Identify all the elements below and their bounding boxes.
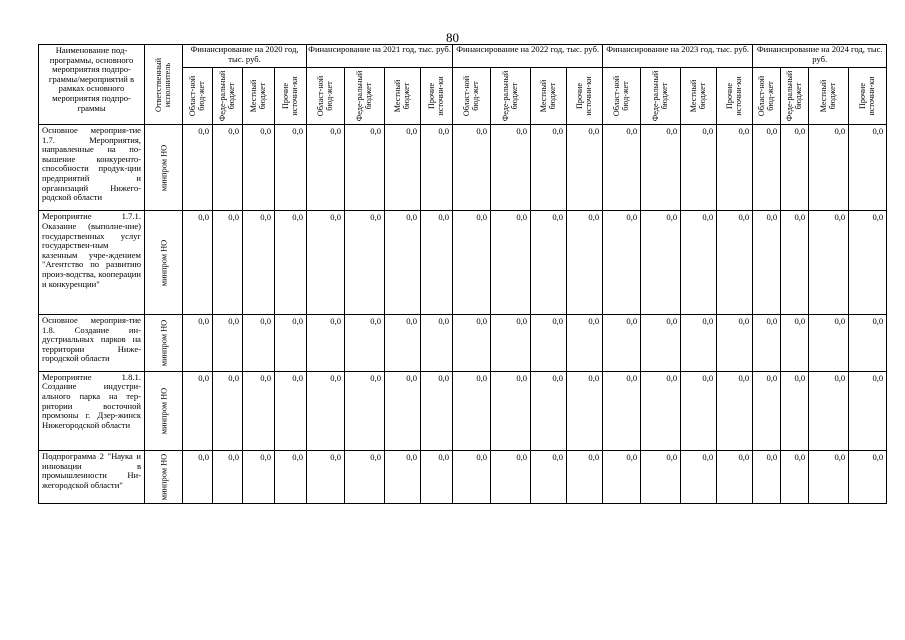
value-cell: 0,0: [183, 315, 213, 372]
value-cell: 0,0: [345, 125, 385, 211]
value-cell: 0,0: [781, 451, 809, 504]
value-cell: 0,0: [531, 211, 567, 315]
value-cell: 0,0: [421, 451, 453, 504]
value-cell: 0,0: [213, 371, 243, 450]
table-row: [39, 451, 887, 504]
value-cell: 0,0: [681, 211, 717, 315]
column-header-label: Област-ной бюд-жет: [756, 75, 775, 117]
column-header-label: Местный бюджет: [248, 79, 267, 113]
value-cell: 0,0: [453, 125, 491, 211]
value-cell: 0,0: [243, 315, 275, 372]
row-responsible: [145, 451, 183, 504]
column-header-label: Област-ной бюд-жет: [315, 75, 334, 117]
value-cell: 0,0: [567, 315, 603, 372]
column-header-federal-budget: [491, 68, 531, 125]
value-cell: 0,0: [275, 125, 307, 211]
value-cell: 0,0: [809, 211, 849, 315]
value-cell: 0,0: [491, 451, 531, 504]
value-cell: 0,0: [491, 315, 531, 372]
value-cell: 0,0: [717, 315, 753, 372]
value-cell: 0,0: [717, 211, 753, 315]
column-header-label: Местный бюджет: [392, 79, 411, 113]
value-cell: 0,0: [641, 371, 681, 450]
value-cell: 0,0: [213, 125, 243, 211]
value-cell: 0,0: [603, 211, 641, 315]
column-header-label: Феде-ральный бюджет: [354, 70, 373, 122]
column-header-label: Прочие источни-ки: [280, 76, 299, 116]
value-cell: 0,0: [849, 315, 887, 372]
value-cell: 0,0: [243, 211, 275, 315]
value-cell: 0,0: [243, 125, 275, 211]
value-cell: 0,0: [753, 315, 781, 372]
column-header-label: Местный бюджет: [688, 79, 707, 113]
value-cell: 0,0: [275, 451, 307, 504]
value-cell: 0,0: [491, 125, 531, 211]
column-header-name: Наименование под-программы, основного мероприятия подпро-граммы/мероприятий в рамках основного мероприятия подпро-граммы: [39, 45, 145, 125]
value-cell: 0,0: [275, 315, 307, 372]
value-cell: 0,0: [641, 315, 681, 372]
responsible-label: минпром НО: [159, 144, 168, 191]
value-cell: 0,0: [753, 371, 781, 450]
value-cell: 0,0: [453, 315, 491, 372]
value-cell: 0,0: [307, 315, 345, 372]
column-header-label: Местный бюджет: [538, 79, 557, 113]
value-cell: 0,0: [567, 371, 603, 450]
value-cell: 0,0: [603, 451, 641, 504]
value-cell: 0,0: [183, 371, 213, 450]
column-header-label: Прочие источни-ки: [857, 76, 876, 116]
table-row: [39, 315, 887, 372]
column-header-other-sources: [421, 68, 453, 125]
value-cell: 0,0: [421, 211, 453, 315]
value-cell: 0,0: [809, 451, 849, 504]
value-cell: 0,0: [345, 451, 385, 504]
value-cell: 0,0: [753, 451, 781, 504]
responsible-label: минпром НО: [159, 453, 168, 501]
value-cell: 0,0: [421, 371, 453, 450]
page-number: 80: [446, 30, 459, 45]
year-header-2020: Финансирование на 2020 год, тыс. руб.: [183, 45, 307, 68]
column-header-label: Феде-ральный бюджет: [650, 70, 669, 122]
column-header-label: Област-ной бюд-жет: [461, 75, 480, 117]
column-header-label: Феде-ральный бюджет: [784, 70, 803, 122]
column-header-label: Феде-ральный бюджет: [217, 70, 236, 122]
value-cell: 0,0: [809, 371, 849, 450]
column-header-label: Област-ной бюд-жет: [187, 75, 206, 117]
column-header-local-budget: [809, 68, 849, 125]
value-cell: 0,0: [781, 211, 809, 315]
value-cell: 0,0: [345, 315, 385, 372]
value-cell: 0,0: [421, 315, 453, 372]
value-cell: 0,0: [453, 451, 491, 504]
row-responsible: [145, 211, 183, 315]
value-cell: 0,0: [275, 211, 307, 315]
column-header-federal-budget: [345, 68, 385, 125]
responsible-header-label: Ответственный исполнитель: [153, 57, 172, 112]
financing-table: [38, 44, 887, 504]
value-cell: 0,0: [603, 371, 641, 450]
column-header-responsible: [145, 45, 183, 125]
value-cell: 0,0: [213, 451, 243, 504]
column-header-federal-budget: [781, 68, 809, 125]
value-cell: 0,0: [213, 211, 243, 315]
responsible-label: минпром НО: [159, 319, 168, 367]
column-header-regional-budget: [183, 68, 213, 125]
value-cell: 0,0: [183, 451, 213, 504]
value-cell: 0,0: [781, 371, 809, 450]
value-cell: 0,0: [603, 315, 641, 372]
value-cell: 0,0: [385, 371, 421, 450]
value-cell: 0,0: [491, 371, 531, 450]
column-header-federal-budget: [641, 68, 681, 125]
column-header-other-sources: [717, 68, 753, 125]
value-cell: 0,0: [307, 211, 345, 315]
column-header-local-budget: [681, 68, 717, 125]
value-cell: 0,0: [849, 451, 887, 504]
value-cell: 0,0: [809, 315, 849, 372]
row-name: Основное мероприя-тие 1.7. Мероприятия, направленные на по-вышение конкуренто-способности продук-ции предприятий и организаций Нижего-родской области: [39, 125, 145, 211]
value-cell: 0,0: [753, 125, 781, 211]
column-header-regional-budget: [603, 68, 641, 125]
row-name: Подпрограмма 2 "Наука и инновации в промышленности Ни-жегородской области": [39, 451, 145, 504]
value-cell: 0,0: [681, 125, 717, 211]
row-responsible: [145, 125, 183, 211]
header-row-years: [39, 45, 887, 68]
column-header-label: Прочие источни-ки: [724, 76, 743, 116]
value-cell: 0,0: [849, 211, 887, 315]
row-name: Мероприятие 1.8.1. Создание индустри-ального парка на тер-ритории восточной промзоны г. Дзер-жинск Нижегородской области: [39, 371, 145, 450]
value-cell: 0,0: [567, 451, 603, 504]
table-row: [39, 371, 887, 450]
column-header-label: Феде-ральный бюджет: [500, 70, 519, 122]
year-header-2023: Финансирование на 2023 год, тыс. руб.: [603, 45, 753, 68]
value-cell: 0,0: [717, 451, 753, 504]
value-cell: 0,0: [641, 211, 681, 315]
value-cell: 0,0: [567, 125, 603, 211]
row-name: Основное мероприя-тие 1.8. Создание ин-дустриальных парков на территории Ниже-городской области: [39, 315, 145, 372]
value-cell: 0,0: [453, 371, 491, 450]
value-cell: 0,0: [307, 125, 345, 211]
year-header-2024: Финансирование на 2024 год, тыс. руб.: [753, 45, 887, 68]
value-cell: 0,0: [345, 211, 385, 315]
column-header-label: Прочие источни-ки: [426, 76, 445, 116]
value-cell: 0,0: [243, 371, 275, 450]
value-cell: 0,0: [681, 371, 717, 450]
value-cell: 0,0: [213, 315, 243, 372]
value-cell: 0,0: [781, 315, 809, 372]
value-cell: 0,0: [531, 315, 567, 372]
value-cell: 0,0: [849, 371, 887, 450]
value-cell: 0,0: [681, 451, 717, 504]
column-header-label: Прочие источни-ки: [574, 76, 593, 116]
column-header-other-sources: [567, 68, 603, 125]
value-cell: 0,0: [385, 211, 421, 315]
value-cell: 0,0: [385, 451, 421, 504]
value-cell: 0,0: [275, 371, 307, 450]
value-cell: 0,0: [717, 125, 753, 211]
column-header-local-budget: [531, 68, 567, 125]
column-header-label: Област-ной бюд-жет: [611, 75, 630, 117]
value-cell: 0,0: [307, 451, 345, 504]
value-cell: 0,0: [421, 125, 453, 211]
value-cell: 0,0: [345, 371, 385, 450]
column-header-other-sources: [849, 68, 887, 125]
value-cell: 0,0: [307, 371, 345, 450]
value-cell: 0,0: [567, 211, 603, 315]
column-header-local-budget: [385, 68, 421, 125]
row-responsible: [145, 315, 183, 372]
responsible-label: минпром НО: [159, 387, 168, 435]
value-cell: 0,0: [243, 451, 275, 504]
value-cell: 0,0: [753, 211, 781, 315]
value-cell: 0,0: [781, 125, 809, 211]
column-header-other-sources: [275, 68, 307, 125]
row-name: Мероприятие 1.7.1. Оказание (выполне-ние) государственных услуг государствен-ным казенным учре-ждением "Агентство по развитию произ-водства, кооперации и конкуренции": [39, 211, 145, 315]
row-responsible: [145, 371, 183, 450]
column-header-regional-budget: [307, 68, 345, 125]
table-row: [39, 211, 887, 315]
value-cell: 0,0: [531, 451, 567, 504]
year-header-2021: Финансирование на 2021 год, тыс. руб.: [307, 45, 453, 68]
responsible-label: минпром НО: [159, 239, 168, 286]
value-cell: 0,0: [453, 211, 491, 315]
column-header-local-budget: [243, 68, 275, 125]
value-cell: 0,0: [531, 371, 567, 450]
value-cell: 0,0: [385, 125, 421, 211]
value-cell: 0,0: [641, 125, 681, 211]
column-header-federal-budget: [213, 68, 243, 125]
table-body: [39, 125, 887, 504]
column-header-regional-budget: [753, 68, 781, 125]
value-cell: 0,0: [183, 125, 213, 211]
value-cell: 0,0: [717, 371, 753, 450]
value-cell: 0,0: [809, 125, 849, 211]
value-cell: 0,0: [183, 211, 213, 315]
value-cell: 0,0: [491, 211, 531, 315]
value-cell: 0,0: [681, 315, 717, 372]
value-cell: 0,0: [531, 125, 567, 211]
value-cell: 0,0: [603, 125, 641, 211]
value-cell: 0,0: [641, 451, 681, 504]
value-cell: 0,0: [849, 125, 887, 211]
year-header-2022: Финансирование на 2022 год, тыс. руб.: [453, 45, 603, 68]
table-row: [39, 125, 887, 211]
column-header-regional-budget: [453, 68, 491, 125]
value-cell: 0,0: [385, 315, 421, 372]
column-header-label: Местный бюджет: [818, 79, 837, 113]
